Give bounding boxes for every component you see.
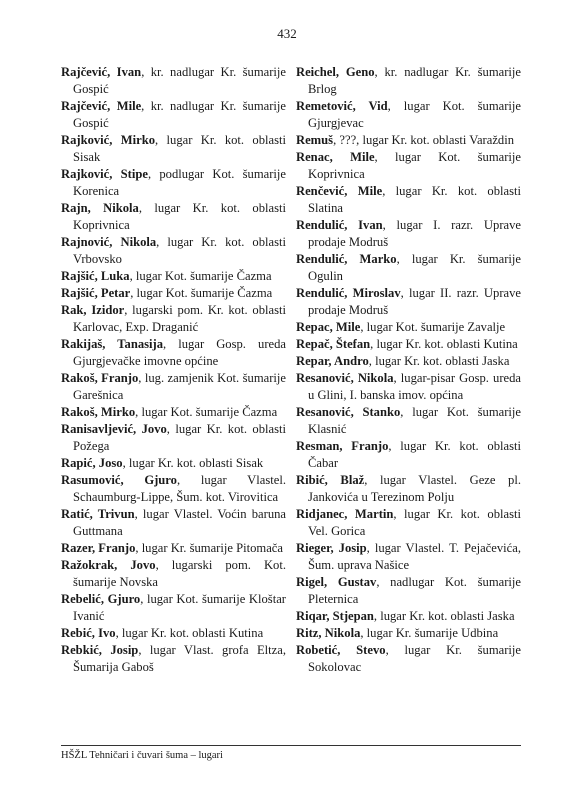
entry-description: , lugar Vlastel. T. Pejačevića, Šum. uprava Našice [308, 541, 521, 572]
entry-description: , lugar Kot. šumarije Kloštar Ivanić [73, 592, 286, 623]
entry-name: Remetović, Vid [296, 99, 388, 113]
entry-name: Repač, Štefan [296, 337, 371, 351]
entry-description: , lugar-pisar Gosp. ureda u Glini, I. banska imov. općina [308, 371, 521, 402]
entry [296, 336, 521, 353]
entry [296, 506, 521, 540]
entry [61, 404, 286, 421]
entry-name: Rieger, Josip [296, 541, 367, 555]
entry [61, 540, 286, 557]
entry [61, 132, 286, 166]
entry [296, 217, 521, 251]
entry-name: Renčević, Mile [296, 184, 383, 198]
entry-description: , lugar I. razr. Uprave prodaje Modruš [308, 218, 521, 249]
entry-description: , lugar Kot. šumarije Koprivnica [308, 150, 521, 181]
entry-description: , lugar Kr. kot. oblasti Sisak [122, 456, 264, 470]
entry-description: , lugar Kot. šumarije Klasnić [308, 405, 521, 436]
entry-name: Robetić, Stevo [296, 643, 386, 657]
entry [296, 98, 521, 132]
entry [61, 472, 286, 506]
entry-description: , lugar Kot. šumarije Čazma [129, 269, 272, 283]
entry-name: Resanović, Nikola [296, 371, 394, 385]
entry-description: , lugar Vlastel. Voćin baruna Guttmana [73, 507, 286, 538]
entry-name: Rebelić, Gjuro [61, 592, 141, 606]
entry-name: Rendulić, Miroslav [296, 286, 401, 300]
entry-description: , lugar Kr. kot. oblasti Jaska [373, 609, 515, 623]
entry-name: Rajčević, Ivan [61, 65, 142, 79]
entry [296, 625, 521, 642]
entry-name: Rajšić, Petar [61, 286, 131, 300]
entry [61, 98, 286, 132]
entry-description: , ???, lugar Kr. kot. oblasti Varaždin [333, 133, 515, 147]
entry-name: Resman, Franjo [296, 439, 389, 453]
entry [296, 472, 521, 506]
entry-description: , lugar Vlastel. Geze pl. Jankovića u Terezinom Polju [308, 473, 521, 504]
entry [296, 183, 521, 217]
entry-description: , lugar Gosp. ureda Gjurgjevačke imovne općine [73, 337, 286, 368]
entry-name: Rajković, Stipe [61, 167, 148, 181]
entry [296, 438, 521, 472]
entry [296, 285, 521, 319]
entry-name: Ranisavljević, Jovo [61, 422, 167, 436]
entry [61, 455, 286, 472]
entry-name: Ratić, Trivun [61, 507, 135, 521]
entry [61, 506, 286, 540]
entry-name: Rajnović, Nikola [61, 235, 157, 249]
entry-name: Rakijaš, Tanasija [61, 337, 164, 351]
entry-description: , nadlugar Kot. šumarije Pleternica [308, 575, 521, 606]
entry [61, 591, 286, 625]
entry [296, 370, 521, 404]
entry-name: Renac, Mile [296, 150, 375, 164]
entry-description: , lugar Kr. šumarije Ogulin [308, 252, 522, 283]
entry-description: , lugar Kr. šumarije Pitomača [135, 541, 283, 555]
entry-description: , lugar Kr. kot. oblasti Požega [73, 422, 286, 453]
entry [61, 557, 286, 591]
entry-name: Rak, Izidor [61, 303, 125, 317]
entry-name: Ražokrak, Jovo [61, 558, 156, 572]
entry-name: Resanović, Stanko [296, 405, 401, 419]
entry [61, 268, 286, 285]
entry-description: , lugar Kr. kot. oblasti Čabar [308, 439, 522, 470]
entry-name: Rajn, Nikola [61, 201, 139, 215]
entry [296, 608, 521, 625]
entry-description: , podlugar Kot. šumarije Korenica [73, 167, 286, 198]
entry [61, 166, 286, 200]
entry-name: Razer, Franjo [61, 541, 136, 555]
entry-description: , lugar Kr. šumarije Sokolovac [308, 643, 522, 674]
entry-description: , lugarski pom. Kr. kot. oblasti Karlovac, Exp. Draganić [73, 303, 286, 334]
entry-name: Rajković, Mirko [61, 133, 156, 147]
entry [296, 404, 521, 438]
entry-description: , lugar Kot. šumarije Zavalje [360, 320, 506, 334]
entry-description: , lugar Vlastel. Schaumburg-Lippe, Šum. kot. Virovitica [73, 473, 287, 504]
entry [61, 370, 286, 404]
entry-description: , lugar Kr. šumarije Udbina [360, 626, 499, 640]
entry-description: , lugar Kr. kot. oblasti Vel. Gorica [308, 507, 522, 538]
entry-name: Rakoš, Franjo [61, 371, 139, 385]
entry-description: , lugar Kr. kot. oblasti Kutina [370, 337, 518, 351]
entry [296, 353, 521, 370]
entry-description: , lugar Kr. kot. oblasti Vrbovsko [73, 235, 286, 266]
entry-name: Rajšić, Luka [61, 269, 130, 283]
entry [61, 200, 286, 234]
entry [61, 64, 286, 98]
entry-description: , kr. nadlugar Kr. šumarije Gospić [73, 65, 286, 96]
entry [61, 625, 286, 642]
entry-description: , lugar Kr. kot. oblasti Kutina [115, 626, 264, 640]
entry-description: , lugarski pom. Kot. šumarije Novska [73, 558, 286, 589]
entry-description: , kr. nadlugar Kr. šumarije Brlog [308, 65, 521, 96]
entry-name: Ridjanec, Martin [296, 507, 394, 521]
entry-description: , lugar Kr. kot. oblasti Sisak [73, 133, 286, 164]
entry-name: Rapić, Joso [61, 456, 123, 470]
entry-description: , lugar Vlast. grofa Eltza, Šumarija Gaboš [73, 643, 287, 674]
entry-name: Ritz, Nikola [296, 626, 361, 640]
entry [296, 251, 521, 285]
entry-description: , lugar Kr. kot. oblasti Jaska [368, 354, 510, 368]
footer-divider [61, 745, 521, 746]
entry [296, 642, 521, 676]
right-column [296, 64, 521, 676]
entry-name: Ribić, Blaž [296, 473, 365, 487]
entry [296, 64, 521, 98]
entry-name: Rigel, Gustav [296, 575, 377, 589]
entry-name: Repac, Mile [296, 320, 361, 334]
entry [61, 421, 286, 455]
page-number: 432 [277, 26, 297, 41]
entry [61, 302, 286, 336]
entry-description: , lugar Kot. šumarije Gjurgjevac [308, 99, 522, 130]
entry-description: , lug. zamjenik Kot. šumarije Garešnica [73, 371, 286, 402]
entry-description: , kr. nadlugar Kr. šumarije Gospić [73, 99, 286, 130]
entry-name: Remuš [296, 133, 334, 147]
entry [61, 642, 286, 676]
left-column [61, 64, 286, 676]
entry [296, 149, 521, 183]
entry-name: Reichel, Geno [296, 65, 375, 79]
entry-name: Rendulić, Marko [296, 252, 397, 266]
entry-name: Rendulić, Ivan [296, 218, 383, 232]
entry-name: Rebić, Ivo [61, 626, 116, 640]
entry-name: Repar, Andro [296, 354, 369, 368]
entry-description: , lugar Kr. kot. oblasti Slatina [308, 184, 521, 215]
entry-name: Rajčević, Mile [61, 99, 142, 113]
entry-name: Rasumović, Gjuro [61, 473, 177, 487]
entry-name: Rebkić, Josip [61, 643, 139, 657]
entry-name: Riqar, Stjepan [296, 609, 374, 623]
entry-name: Rakoš, Mirko [61, 405, 136, 419]
entry [296, 132, 521, 149]
entry-description: , lugar Kr. kot. oblasti Koprivnica [73, 201, 286, 232]
entry [296, 574, 521, 608]
entry-description: , lugar Kot. šumarije Čazma [130, 286, 273, 300]
entry [296, 540, 521, 574]
footer-text: HŠŽL Tehničari i čuvari šuma – lugari [61, 750, 223, 761]
entry [296, 319, 521, 336]
entry [61, 336, 286, 370]
entry [61, 285, 286, 302]
entry-description: , lugar II. razr. Uprave prodaje Modruš [308, 286, 521, 317]
entry-description: , lugar Kot. šumarije Čazma [135, 405, 278, 419]
entry [61, 234, 286, 268]
